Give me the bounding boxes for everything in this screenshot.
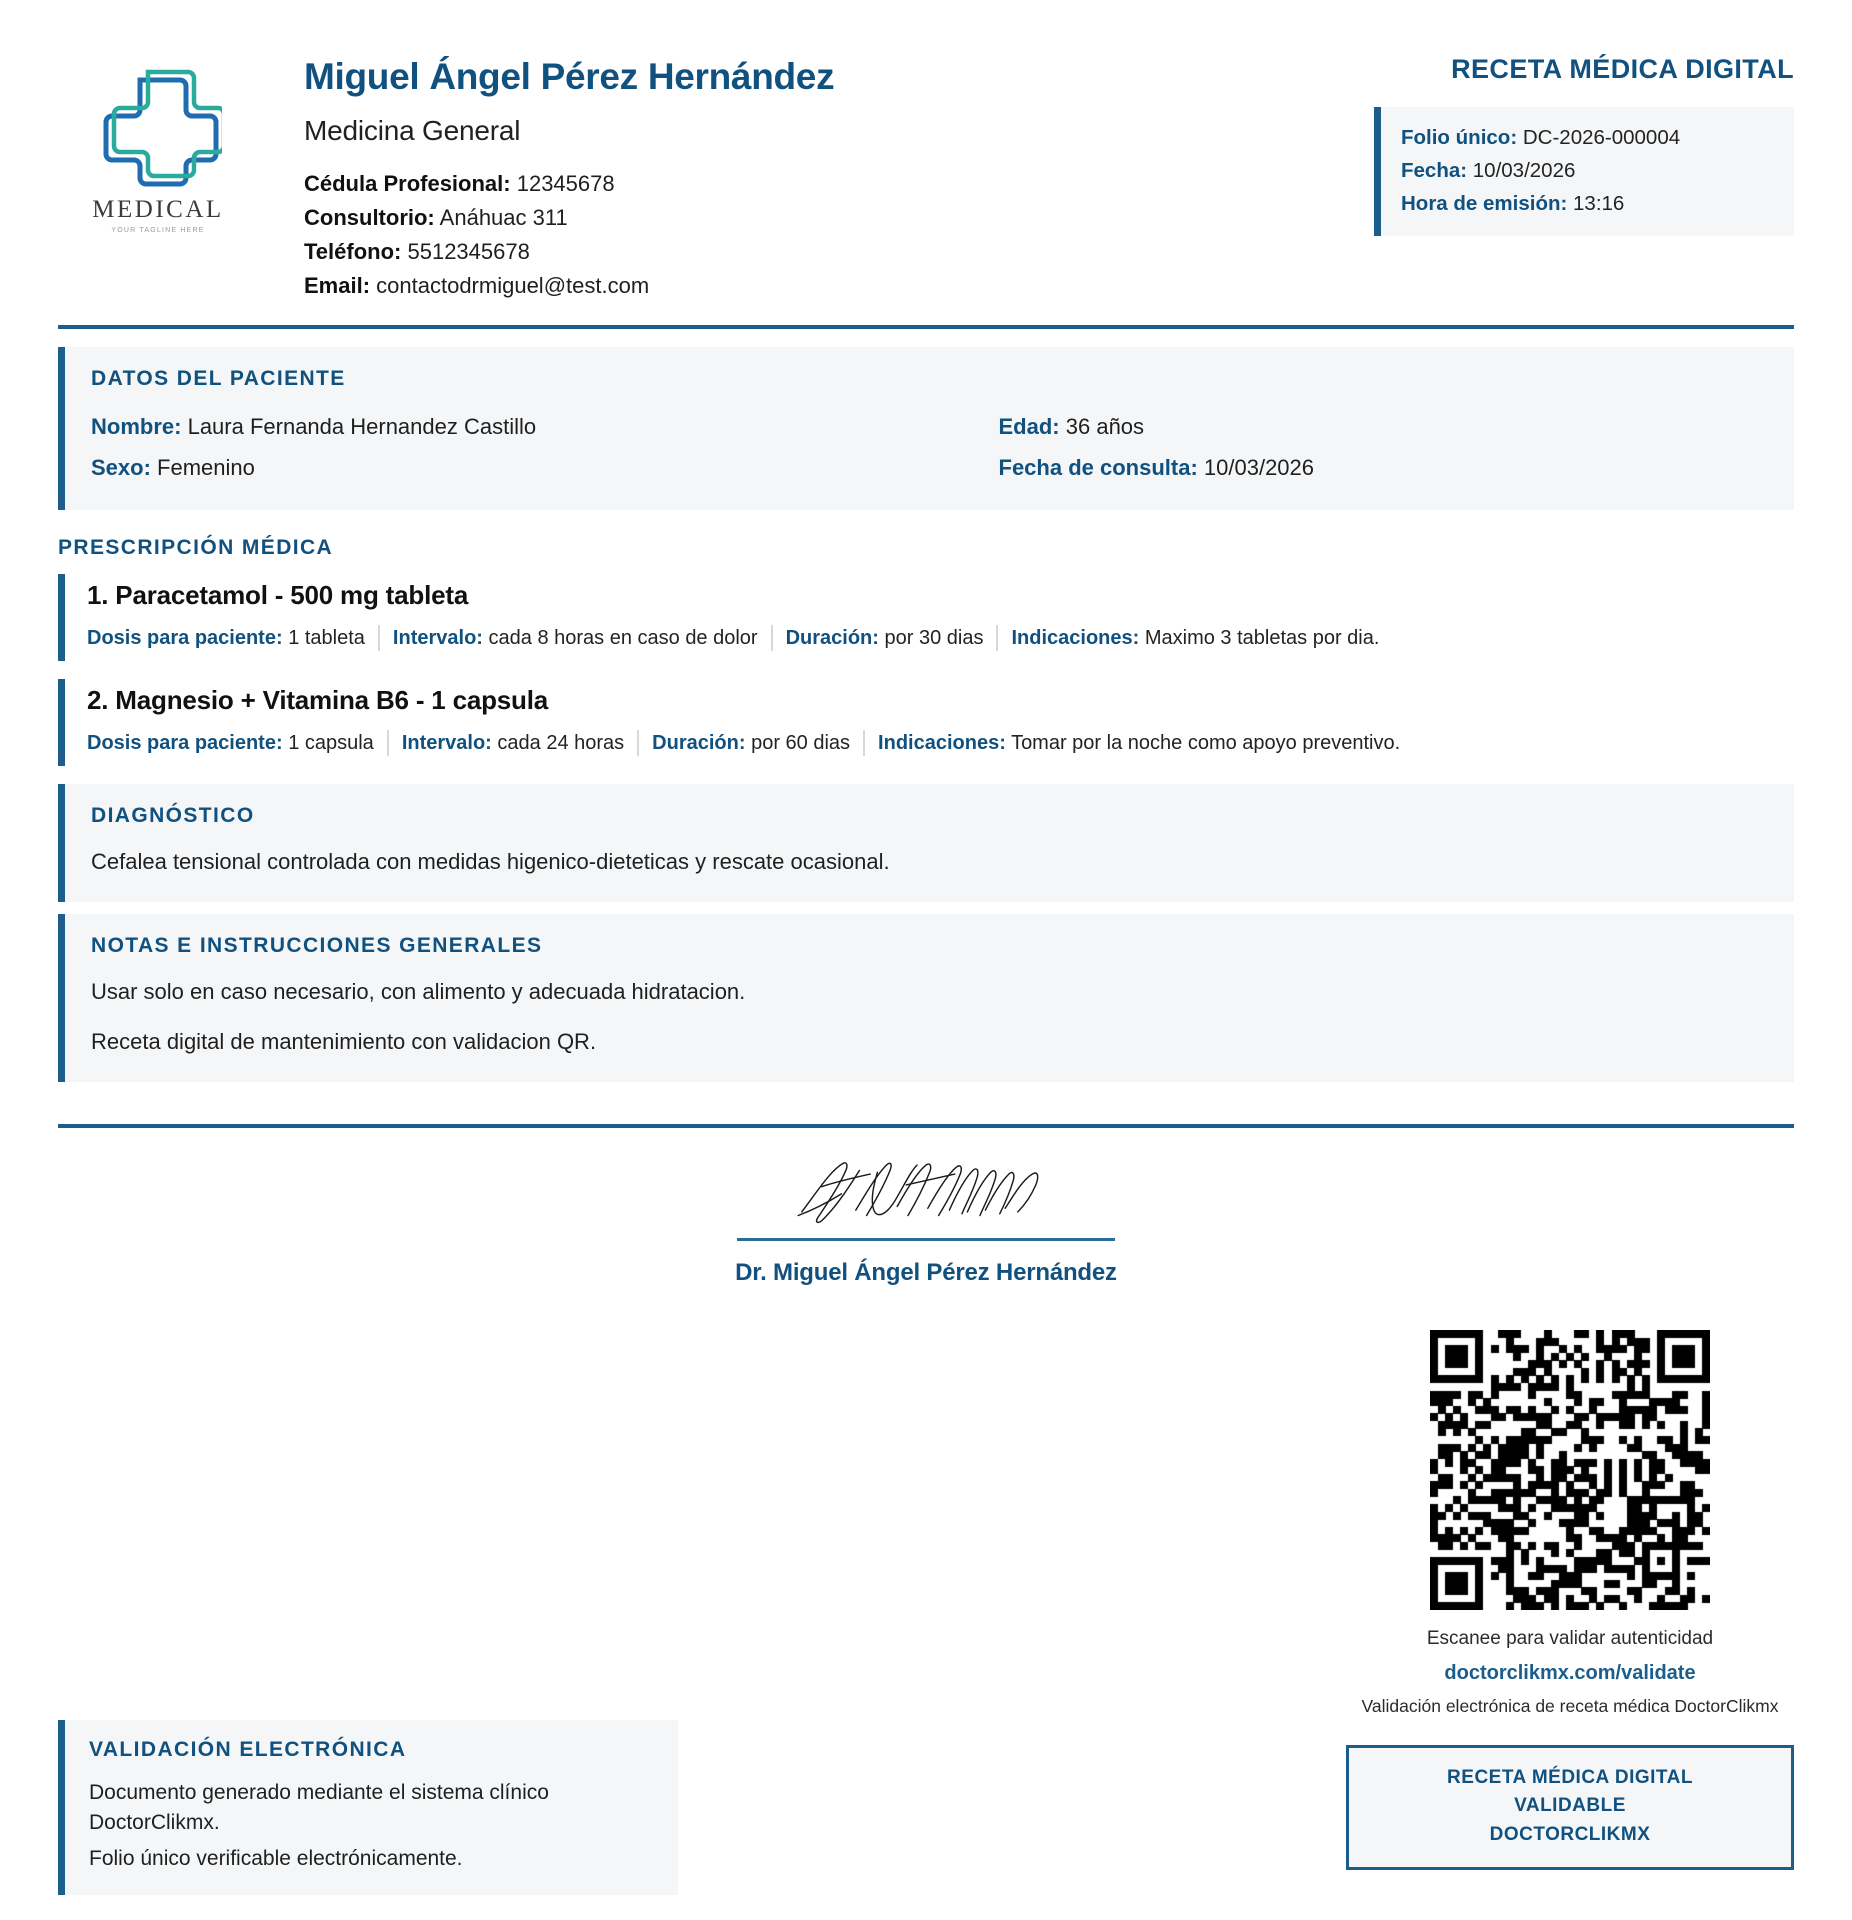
document-kind-title: RECETA MÉDICA DIGITAL	[1451, 54, 1794, 84]
validation-stamp	[1346, 1745, 1794, 1871]
field-label: Intervalo:	[392, 627, 483, 650]
prescription-item	[58, 574, 1794, 661]
prescription-section-title: PRESCRIPCIÓN MÉDICA	[58, 536, 334, 560]
validation-section-title: VALIDACIÓN ELECTRÓNICA	[89, 1738, 407, 1761]
prescription-item	[58, 679, 1794, 766]
field-label: Edad:	[998, 413, 1060, 439]
field-label: Dosis para paciente:	[87, 732, 283, 755]
medical-cross-icon	[94, 66, 222, 194]
folio-row	[1401, 154, 1774, 187]
doctor-contact-list	[304, 167, 1374, 303]
field-value: Tomar por la noche como apoyo preventivo.	[1011, 732, 1401, 755]
signature-section	[58, 1154, 1794, 1287]
field-label: Folio único:	[1401, 126, 1518, 149]
document-header	[58, 0, 1794, 325]
validation-line: Folio único verificable electrónicamente.	[89, 1846, 463, 1870]
electronic-validation-section	[58, 1720, 678, 1895]
field-value: cada 24 horas	[497, 732, 625, 755]
validation-url-link[interactable]: doctorclikmx.com/validate	[1444, 1662, 1696, 1684]
field-value: 36 años	[1065, 413, 1145, 439]
logo-wordmark: MEDICAL	[92, 196, 224, 223]
folio-panel	[1374, 40, 1794, 236]
qr-caption: Escanee para validar autenticidad	[1426, 1628, 1714, 1649]
notes-line: Usar solo en caso necesario, con alimento y adecuada hidratacion.	[91, 979, 746, 1005]
header-divider	[58, 325, 1794, 329]
field-value: 1 tableta	[288, 627, 365, 650]
folio-row	[1401, 187, 1774, 220]
field-label: Dosis para paciente:	[87, 627, 283, 650]
signing-doctor-name: Dr. Miguel Ángel Pérez Hernández	[735, 1258, 1117, 1286]
medication-detail	[402, 730, 639, 756]
diagnosis-text: Cefalea tensional controlada con medidas higenico-dieteticas y rescate ocasional.	[91, 849, 890, 875]
stamp-line: VALIDABLE	[1514, 1795, 1626, 1817]
medication-detail	[87, 625, 380, 651]
field-value: 12345678	[516, 170, 615, 196]
field-label: Teléfono:	[304, 238, 402, 264]
field-value: Maximo 3 tabletas por dia.	[1144, 627, 1380, 650]
medication-detail	[393, 625, 773, 651]
field-value: 5512345678	[407, 238, 530, 264]
notes-line: Receta digital de mantenimiento con validacion QR.	[91, 1029, 597, 1055]
field-label: Sexo:	[91, 454, 151, 480]
medication-detail	[1011, 625, 1379, 651]
notes-section-title: NOTAS E INSTRUCCIONES GENERALES	[91, 934, 543, 958]
field-value: Laura Fernanda Hernandez Castillo	[187, 413, 537, 439]
folio-row	[1401, 121, 1774, 154]
doctor-contact-row	[304, 167, 1374, 201]
field-label: Hora de emisión:	[1401, 192, 1568, 216]
field-label: Fecha de consulta:	[998, 454, 1198, 480]
patient-section	[58, 347, 1794, 510]
field-value: por 30 dias	[884, 627, 984, 650]
field-value: DC-2026-000004	[1522, 126, 1681, 149]
doctor-info	[258, 40, 1374, 303]
field-value: Anáhuac 311	[439, 204, 568, 230]
field-label: Indicaciones:	[878, 732, 1006, 755]
field-label: Cédula Profesional:	[304, 170, 511, 196]
folio-box	[1374, 107, 1794, 236]
qr-subtitle: Validación electrónica de receta médica DoctorClikmx	[1361, 1696, 1779, 1716]
signature-line	[737, 1238, 1115, 1241]
doctor-contact-row	[304, 235, 1374, 269]
doctor-contact-row	[304, 201, 1374, 235]
field-label: Fecha:	[1401, 159, 1468, 183]
field-label: Duración:	[785, 627, 879, 650]
doctor-specialty: Medicina General	[304, 114, 521, 146]
field-value: Femenino	[157, 454, 255, 480]
patient-fields	[91, 407, 1794, 488]
medication-details	[87, 625, 1794, 651]
handwritten-signature-icon	[791, 1154, 1061, 1232]
logo-tagline: YOUR TAGLINE HERE	[111, 227, 205, 234]
qr-code-icon[interactable]	[1430, 1330, 1710, 1610]
notes-section	[58, 914, 1794, 1082]
diagnosis-section-title: DIAGNÓSTICO	[91, 804, 255, 828]
qr-validation-panel	[1346, 1330, 1794, 1870]
field-value: por 60 dias	[751, 732, 851, 755]
patient-left-column	[91, 407, 943, 488]
patient-field-row	[91, 448, 943, 489]
field-value: 13:16	[1573, 192, 1625, 216]
doctor-name: Miguel Ángel Pérez Hernández	[304, 56, 835, 97]
medication-details	[87, 730, 1794, 756]
field-label: Nombre:	[91, 413, 182, 439]
medication-detail	[652, 730, 865, 756]
diagnosis-section	[58, 784, 1794, 902]
medication-detail	[786, 625, 999, 651]
medication-detail	[878, 730, 1400, 756]
field-label: Duración:	[652, 732, 746, 755]
stamp-line: RECETA MÉDICA DIGITAL	[1447, 1766, 1693, 1788]
stamp-line: DOCTORCLIKMX	[1489, 1823, 1651, 1845]
field-value: cada 8 horas en caso de dolor	[488, 627, 758, 650]
field-label: Consultorio:	[304, 204, 435, 230]
field-label: Intervalo:	[401, 732, 492, 755]
signature-divider	[58, 1124, 1794, 1128]
patient-field-row	[999, 407, 1795, 448]
field-label: Email:	[304, 272, 371, 298]
patient-field-row	[91, 407, 943, 448]
field-value: 10/03/2026	[1203, 454, 1315, 480]
field-label: Indicaciones:	[1011, 627, 1140, 650]
patient-field-row	[999, 448, 1795, 489]
field-value: 10/03/2026	[1472, 159, 1576, 183]
medication-title: 2. Magnesio + Vitamina B6 - 1 capsula	[87, 685, 549, 716]
field-value: 1 capsula	[288, 732, 374, 755]
medication-detail	[87, 730, 389, 756]
field-value: contactodrmiguel@test.com	[376, 272, 650, 298]
doctor-contact-row	[304, 269, 1374, 303]
validation-line: Documento generado mediante el sistema clínico DoctorClikmx.	[89, 1781, 549, 1834]
patient-section-title: DATOS DEL PACIENTE	[91, 366, 346, 390]
patient-right-column	[943, 407, 1795, 488]
medication-title: 1. Paracetamol - 500 mg tableta	[87, 580, 469, 611]
clinic-logo	[58, 40, 258, 234]
